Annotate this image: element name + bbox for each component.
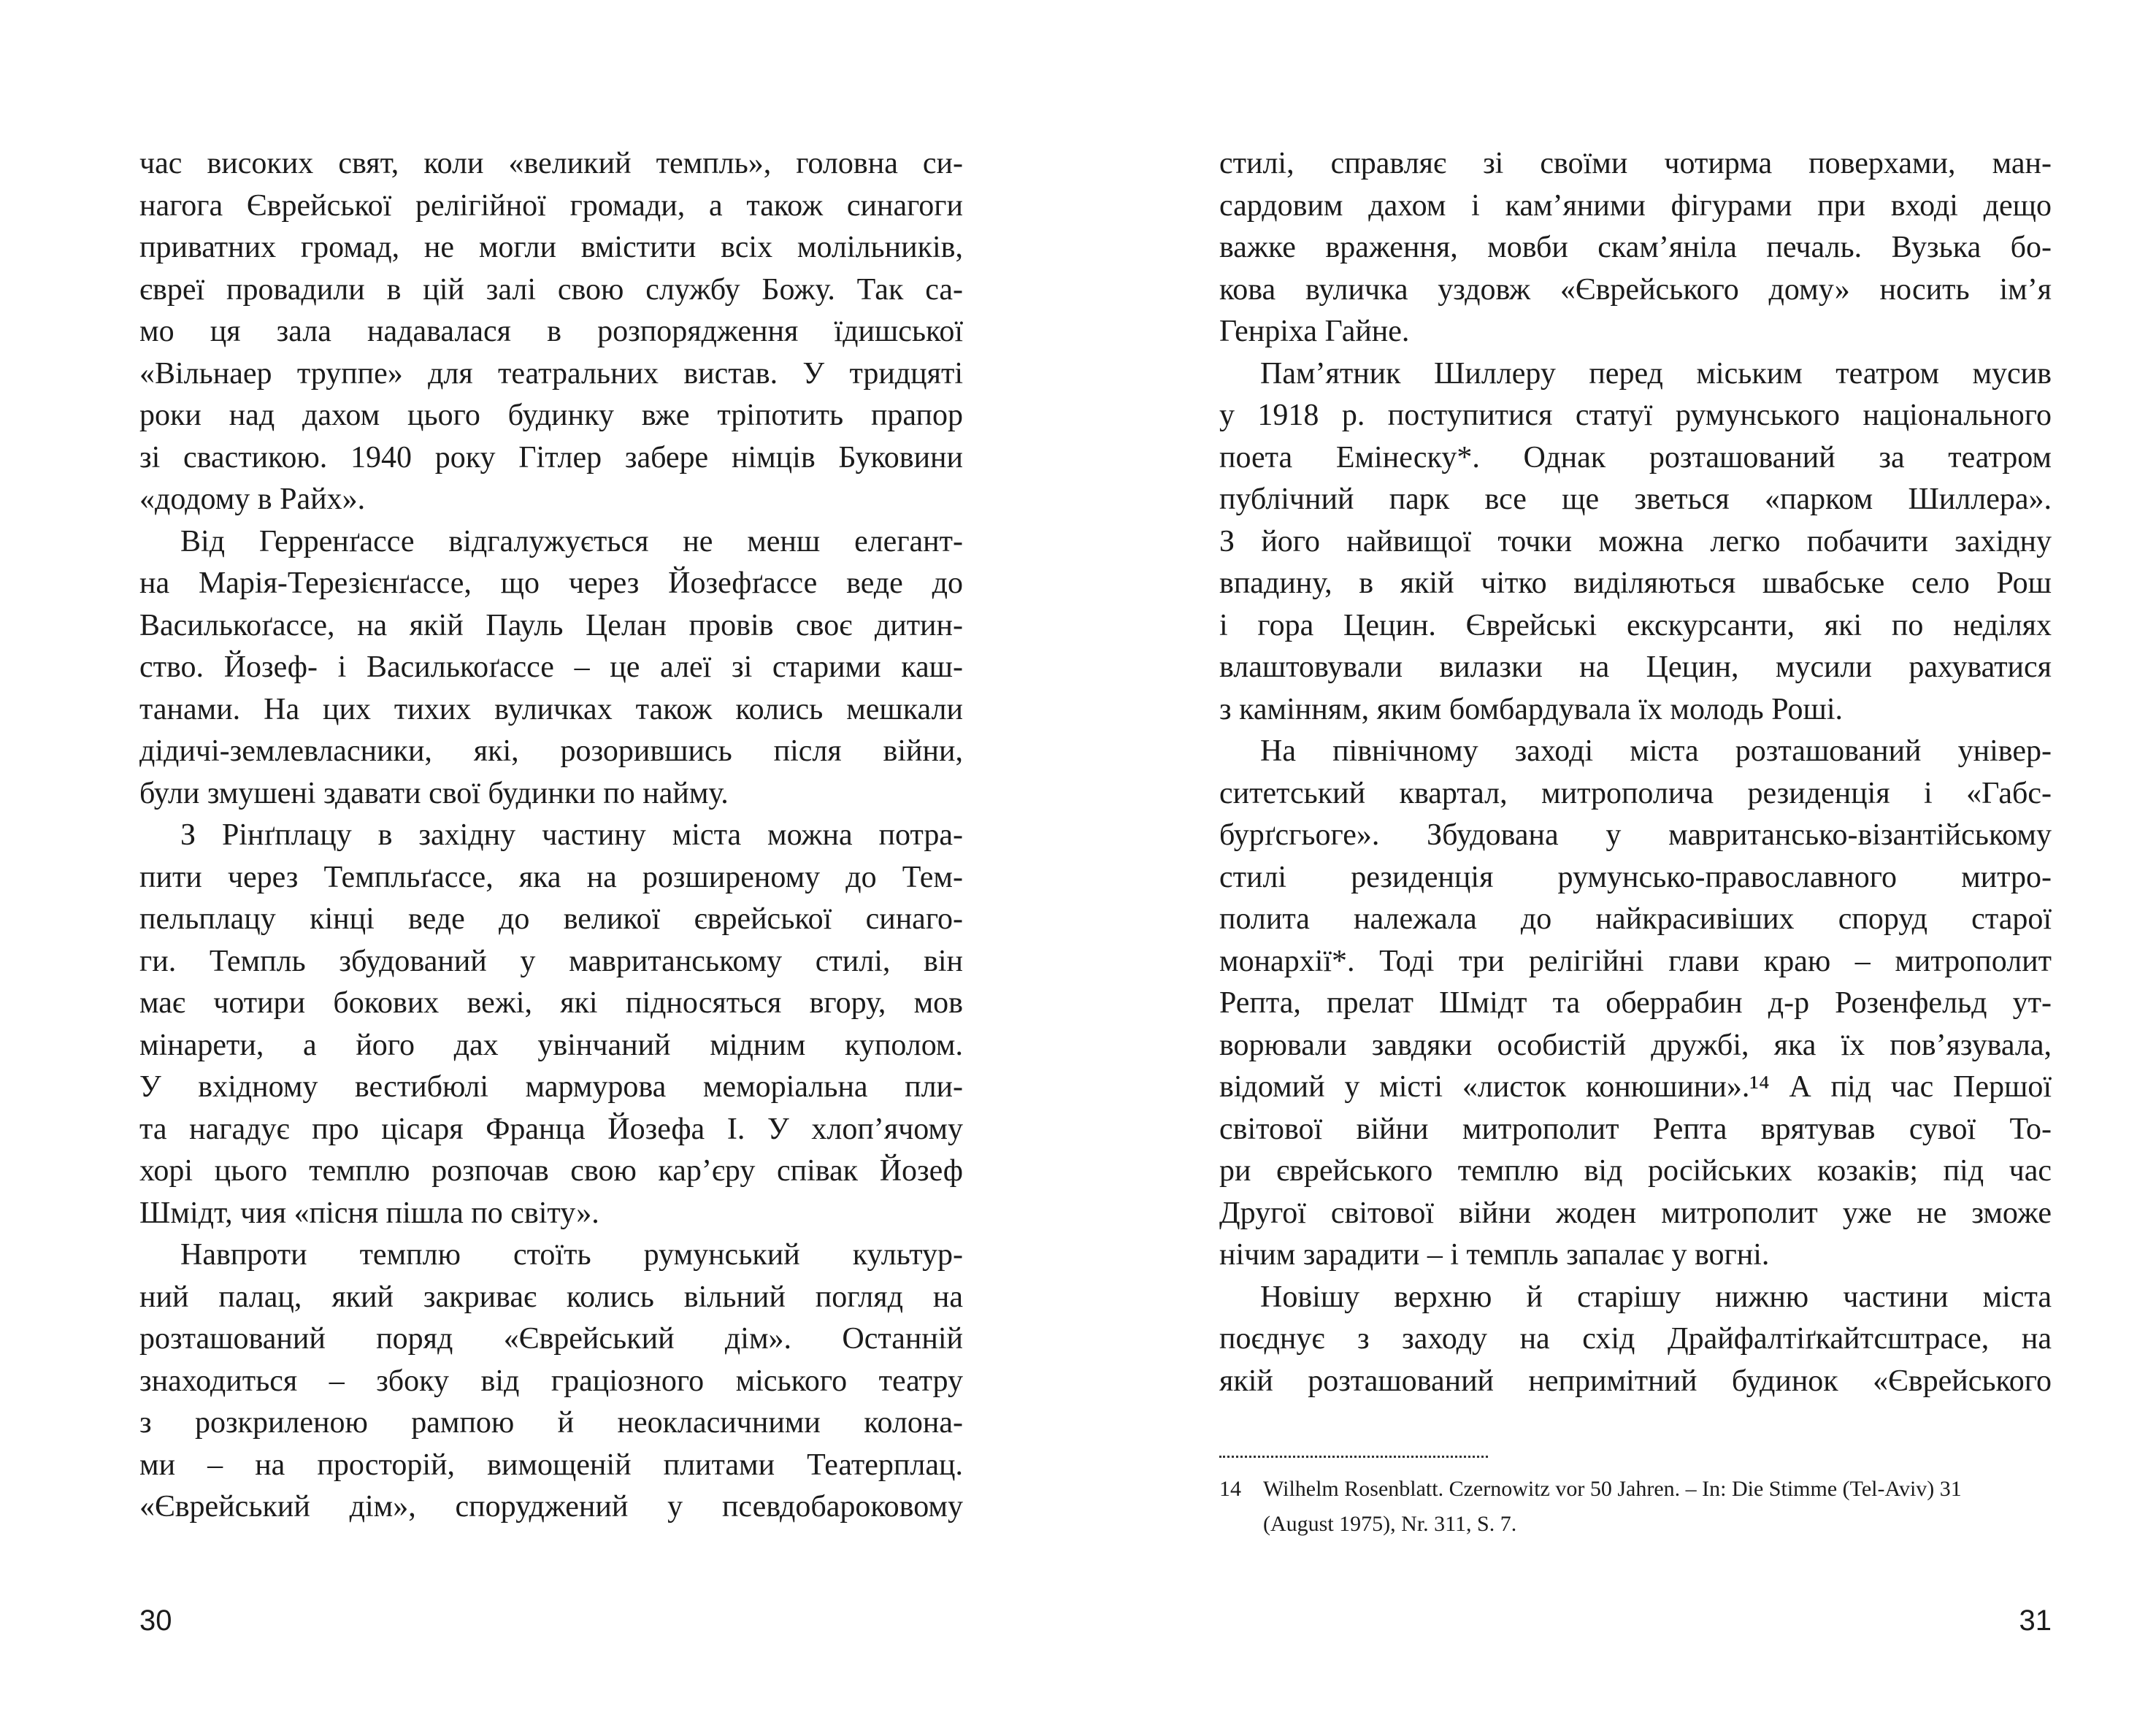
text-line: кова вуличка уздовж «Єврейського дому» носить ім’я <box>1219 272 2052 307</box>
text-line: поета Емінеску*. Однак розташований за театром <box>1219 440 2052 475</box>
text-line: приватних громад, не могли вмістити всіх молільників, <box>139 231 963 264</box>
text-line: ри єврейського темплю від російських козаків; під час <box>1219 1154 2052 1188</box>
text-line: Шмідт, чия «пісня пішла по світу». <box>139 1196 599 1230</box>
text-line: стилі, справляє зі своїми чотирма поверхами, ман- <box>1219 147 2052 180</box>
text-line: знаходиться – збоку від граціозного міського театру <box>139 1364 963 1398</box>
left-page-number: 30 <box>139 1605 172 1637</box>
text-line: монархії*. Тоді три релігійні глави краю – митрополит <box>1219 944 2052 978</box>
text-line: має чотири бокових вежі, які підносяться вгору, мов <box>139 986 963 1020</box>
text-line: стилі резиденція румунсько-православного митро- <box>1219 860 2052 894</box>
text-line: На північному заході міста розташований універ- <box>1260 734 2052 768</box>
text-line: ги. Темпль збудований у мавританському стилі, він <box>139 944 963 978</box>
text-line: час високих свят, коли «великий темпль», головна си- <box>139 147 963 180</box>
text-line: танами. На цих тихих вуличках також колись мешкали <box>139 692 963 726</box>
text-line: Василькоґассе, на якій Пауль Целан провів своє дитин- <box>139 608 963 642</box>
text-line: Другої світової війни жоден митрополит уже не зможе <box>1219 1196 2052 1230</box>
text-line: публічний парк все ще зветься «парком Шиллера». <box>1219 483 2052 516</box>
text-line: З Рінґплацу в західну частину міста можна потра- <box>180 818 963 852</box>
text-line: влаштовували вилазки на Цецин, мусили рахуватися <box>1219 650 2052 684</box>
text-line: дідичі-землевласники, які, розорившись після війни, <box>139 734 963 768</box>
text-line: З його найвищої точки можна легко побачити західну <box>1219 524 2052 558</box>
text-line: Репта, прелат Шмідт та оберрабин д-р Розенфельд ут- <box>1219 986 2052 1020</box>
text-line: пити через Темпльґассе, яка на розширеному до Тем- <box>139 860 963 894</box>
text-line: полита належала до найкрасивіших споруд старої <box>1219 902 2052 936</box>
text-line: зі свастикою. 1940 року Гітлер забере німців Буковини <box>139 440 963 475</box>
text-line: Навпроти темплю стоїть румунський культур- <box>180 1238 963 1272</box>
text-line: Генріха Гайне. <box>1219 315 1410 348</box>
text-line: «Вільнаер труппе» для театральних вистав. У тридцяті <box>139 356 963 391</box>
text-line: з камінням, яким бомбардувала їх молодь Роші. <box>1219 692 1844 726</box>
text-line: нагога Єврейської релігійної громади, а також синагоги <box>139 188 963 223</box>
footnote-continuation: (August 1975), Nr. 311, S. 7. <box>1263 1512 1517 1536</box>
text-line: ми – на просторій, вимощеній плитами Театерплац. <box>139 1448 963 1482</box>
text-line: важке враження, мовби скам’яніла печаль. Вузька бо- <box>1219 231 2052 264</box>
footnote-number: 14 <box>1219 1477 1241 1501</box>
text-line: були змушені здавати свої будинки по найму. <box>139 776 729 810</box>
text-line: Новішу верхню й старішу нижню частини міста <box>1260 1280 2052 1314</box>
footnote-separator <box>1219 1456 1488 1458</box>
text-line: розташований поряд «Єврейський дім». Останній <box>139 1322 963 1356</box>
footnote-line <box>1219 1472 2052 1507</box>
text-line: мо ця зала надавалася в розпорядження їдишської <box>139 315 963 348</box>
text-line: ворювали завдяки особистій дружбі, яка їх пов’язувала, <box>1219 1028 2052 1062</box>
text-line: якій розташований непримітний будинок «Єврейського <box>1219 1364 2052 1398</box>
text-line: сардовим дахом і кам’яними фігурами при вході дещо <box>1219 188 2052 223</box>
right-page <box>1078 0 2155 1725</box>
text-line: поєднує з заходу на схід Драйфалтіґкайтсштрасе, на <box>1219 1322 2052 1356</box>
right-page-number: 31 <box>2019 1605 2052 1637</box>
text-line: Від Герренґассе відгалужується не менш елегант- <box>180 524 963 558</box>
text-line: ство. Йозеф- і Василькоґассе – це алеї зі старими каш- <box>139 650 963 684</box>
text-line: світової війни митрополит Репта врятував сувої То- <box>1219 1112 2052 1146</box>
text-line: нічим зарадити – і темпль запалає у вогні. <box>1219 1238 1770 1272</box>
text-line: і гора Цецин. Єврейські екскурсанти, які по неділях <box>1219 608 2052 642</box>
footnotes <box>1219 1472 2052 1542</box>
text-line: мінарети, а його дах увінчаний мідним куполом. <box>139 1028 963 1062</box>
footnote-text: Wilhelm Rosenblatt. Czernowitz vor 50 Jahren. – In: Die Stimme (Tel-Aviv) 31 <box>1263 1477 1962 1501</box>
text-line: У вхідному вестибюлі мармурова меморіальна пли- <box>139 1070 963 1104</box>
text-line: пельплацу кінці веде до великої єврейської синаго- <box>139 902 963 936</box>
text-line: євреї провадили в цій залі свою службу Божу. Так са- <box>139 272 963 307</box>
text-line: ний палац, який закриває колись вільний погляд на <box>139 1280 963 1314</box>
right-page-body <box>1219 143 2052 1402</box>
text-line: впадину, в якій чітко виділяються швабське село Рош <box>1219 566 2052 600</box>
text-line: «додому в Райх». <box>139 483 366 516</box>
text-line: ситетський квартал, митрополича резиденція і «Габс- <box>1219 776 2052 810</box>
text-line: роки над дахом цього будинку вже тріпотить прапор <box>139 399 963 432</box>
text-line: Пам’ятник Шиллеру перед міським театром мусив <box>1260 356 2052 391</box>
text-line: «Єврейський дім», споруджений у псевдобароковому <box>139 1490 963 1524</box>
text-line: у 1918 р. поступитися статуї румунського національного <box>1219 399 2052 432</box>
text-line: хорі цього темплю розпочав свою кар’єру співак Йозеф <box>139 1154 963 1188</box>
text-line: на Марія-Терезієнґассе, що через Йозефґассе веде до <box>139 566 963 600</box>
text-line: та нагадує про цісаря Франца Йозефа I. У хлоп’ячому <box>139 1112 963 1146</box>
text-line: бурґсгьоге». Збудована у мавритансько-візантійському <box>1219 818 2052 852</box>
text-line: з розкриленою рампою й неокласичними колона- <box>139 1406 963 1440</box>
text-line: відомий у місті «листок конюшини».¹⁴ А під час Першої <box>1219 1070 2052 1104</box>
left-page-body <box>139 143 963 1529</box>
